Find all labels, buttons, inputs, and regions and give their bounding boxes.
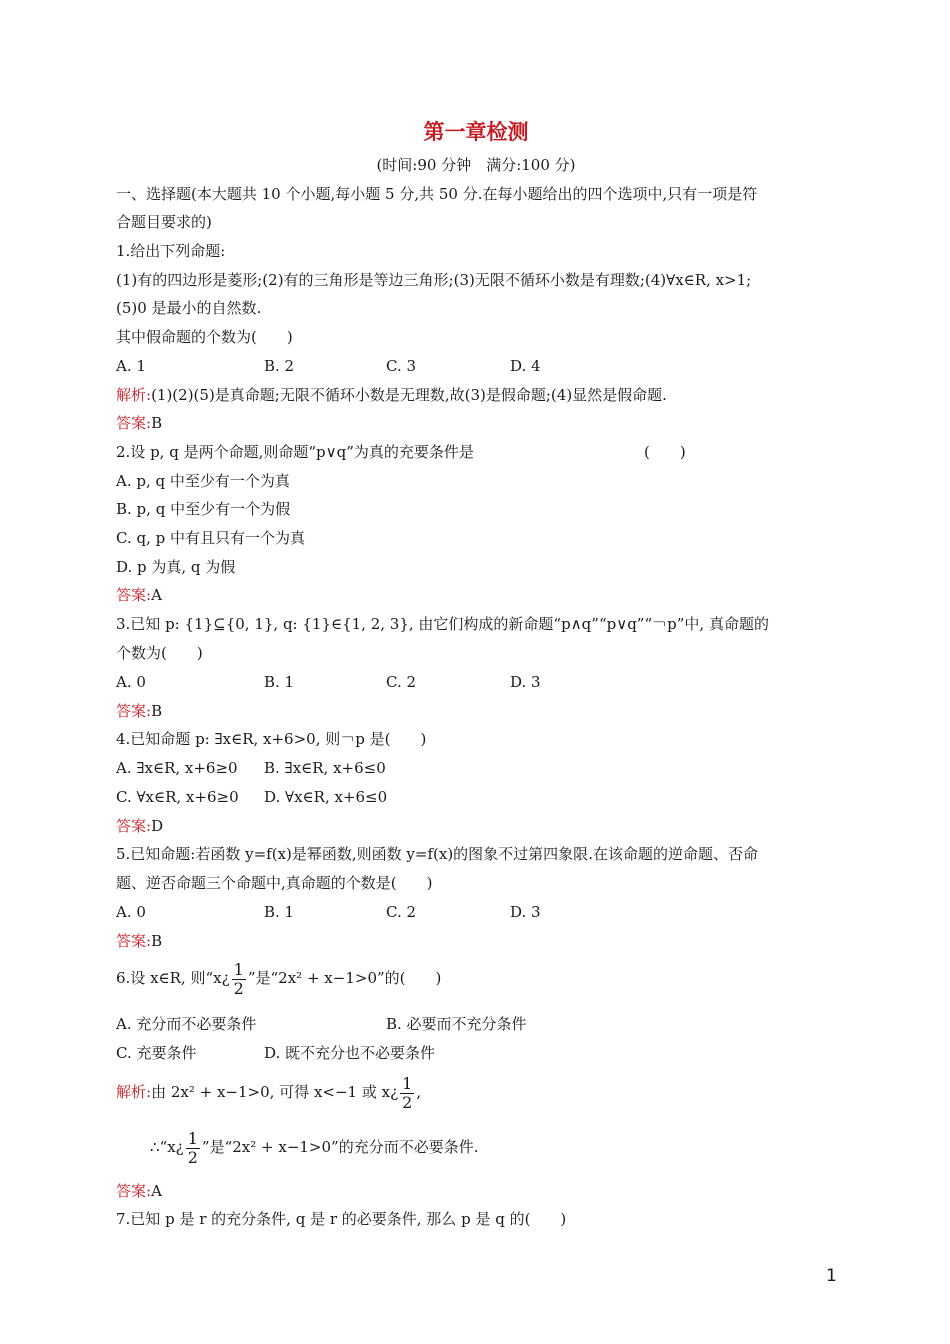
q1-option-c: C. 3 [386, 357, 417, 375]
answer-value: A [151, 586, 162, 604]
q2-option-c: C. q, p 中有且只有一个为真 [116, 529, 305, 547]
answer-label: 答案: [116, 702, 152, 720]
q1-analysis [116, 385, 667, 405]
answer-value: A [151, 1182, 162, 1200]
answer-value: B [151, 414, 163, 432]
section-instruction: 一、选择题(本大题共 10 个小题,每小题 5 分,共 50 分.在每小题给出的四个选项中,只有一项是符 [116, 185, 758, 203]
q3-option-d: D. 3 [510, 673, 541, 691]
q4-option-d: D. ∀x∈R, x+6≤0 [264, 788, 388, 806]
fraction-one-half [186, 1130, 200, 1167]
q5-option-d: D. 3 [510, 903, 541, 921]
q4-stem: 4.已知命题 p: ∃x∈R, x+6>0, 则￢p 是( ) [116, 730, 427, 748]
q5-answer [116, 931, 162, 951]
q3-option-b: B. 1 [264, 673, 295, 691]
q3-answer [116, 701, 162, 721]
q4-option-a: A. ∃x∈R, x+6≥0 [116, 759, 238, 777]
answer-label: 答案: [116, 817, 152, 835]
q1-question: 其中假命题的个数为( ) [116, 328, 293, 346]
q3-option-c: C. 2 [386, 673, 417, 691]
exam-info: (时间:90 分钟 满分:100 分) [376, 156, 576, 174]
q6-stem [116, 958, 441, 1000]
q2-option-d: D. p 为真, q 为假 [116, 558, 236, 576]
q6-conclusion [150, 1127, 479, 1169]
answer-label: 答案: [116, 586, 152, 604]
page-title: 第一章检测 [423, 120, 529, 144]
answer-value: D [151, 817, 164, 835]
analysis-text: (1)(2)(5)是真命题;无限不循环小数是无理数,故(3)是假命题;(4)显然是假命题. [151, 386, 667, 404]
fraction-denominator: 2 [402, 1092, 413, 1112]
analysis-text: 由 2x² + x−1>0, 可得 x<−1 或 x¿ [151, 1083, 399, 1101]
q6-analysis [116, 1072, 421, 1114]
answer-label: 答案: [116, 1182, 152, 1200]
q5-stem-cont: 题、逆否命题三个命题中,真命题的个数是( ) [116, 874, 433, 892]
q6-option-b: B. 必要而不充分条件 [386, 1015, 527, 1033]
q6-option-d: D. 既不充分也不必要条件 [264, 1044, 436, 1062]
q3-option-a: A. 0 [116, 673, 146, 691]
analysis-label: 解析: [116, 386, 152, 404]
page-number: 1 [826, 1266, 837, 1286]
q2-stem: 2.设 p, q 是两个命题,则命题“p∨q”为真的充要条件是 [116, 443, 474, 461]
analysis-text-end: , [416, 1083, 422, 1101]
q4-option-c: C. ∀x∈R, x+6≥0 [116, 788, 239, 806]
q1-answer [116, 413, 162, 433]
q6-stem-post: ”是“2x² + x−1>0”的( ) [247, 969, 442, 987]
q4-answer [116, 816, 163, 836]
conclusion-pre: ∴“x¿ [150, 1138, 184, 1156]
fraction-one-half [400, 1075, 414, 1112]
fraction-numerator: 1 [233, 959, 244, 979]
q3-stem: 3.已知 p: {1}⊆{0, 1}, q: {1}∈{1, 2, 3}, 由它们构成的新命题“p∧q”“p∨q”“￢p”中, 真命题的 [116, 615, 769, 633]
q3-stem-cont: 个数为( ) [116, 644, 203, 662]
q5-option-a: A. 0 [116, 903, 146, 921]
q6-option-c: C. 充要条件 [116, 1044, 197, 1062]
answer-value: B [151, 932, 163, 950]
q1-option-d: D. 4 [510, 357, 541, 375]
answer-label: 答案: [116, 932, 152, 950]
q1-option-a: A. 1 [116, 357, 146, 375]
fraction-denominator: 2 [233, 978, 244, 998]
fraction-denominator: 2 [187, 1147, 198, 1167]
fraction-numerator: 1 [187, 1128, 198, 1148]
q5-stem: 5.已知命题:若函数 y=f(x)是幂函数,则函数 y=f(x)的图象不过第四象限.在该命题的逆命题、否命 [116, 845, 758, 863]
q6-answer [116, 1181, 162, 1201]
q1-propositions: (1)有的四边形是菱形;(2)有的三角形是等边三角形;(3)无限不循环小数是有理数;(4)∀x∈R, x>1; [116, 271, 752, 289]
q2-answer [116, 585, 162, 605]
q6-stem-pre: 6.设 x∈R, 则“x¿ [116, 969, 230, 987]
q5-option-b: B. 1 [264, 903, 295, 921]
q5-option-c: C. 2 [386, 903, 417, 921]
q2-option-b: B. p, q 中至少有一个为假 [116, 500, 291, 518]
q2-paren: ( ) [644, 443, 686, 461]
q1-stem: 1.给出下列命题: [116, 242, 226, 260]
q1-propositions-cont: (5)0 是最小的自然数. [116, 299, 262, 317]
section-instruction-cont: 合题目要求的) [116, 213, 212, 231]
analysis-label: 解析: [116, 1083, 152, 1101]
fraction-numerator: 1 [402, 1073, 413, 1093]
q7-stem: 7.已知 p 是 r 的充分条件, q 是 r 的必要条件, 那么 p 是 q 的( ) [116, 1210, 567, 1228]
answer-label: 答案: [116, 414, 152, 432]
conclusion-post: ”是“2x² + x−1>0”的充分而不必要条件. [201, 1138, 479, 1156]
q4-option-b: B. ∃x∈R, x+6≤0 [264, 759, 386, 777]
answer-value: B [151, 702, 163, 720]
fraction-one-half [232, 961, 246, 998]
q6-option-a: A. 充分而不必要条件 [116, 1015, 257, 1033]
q2-option-a: A. p, q 中至少有一个为真 [116, 472, 290, 490]
q1-option-b: B. 2 [264, 357, 295, 375]
document-page [116, 0, 836, 1344]
